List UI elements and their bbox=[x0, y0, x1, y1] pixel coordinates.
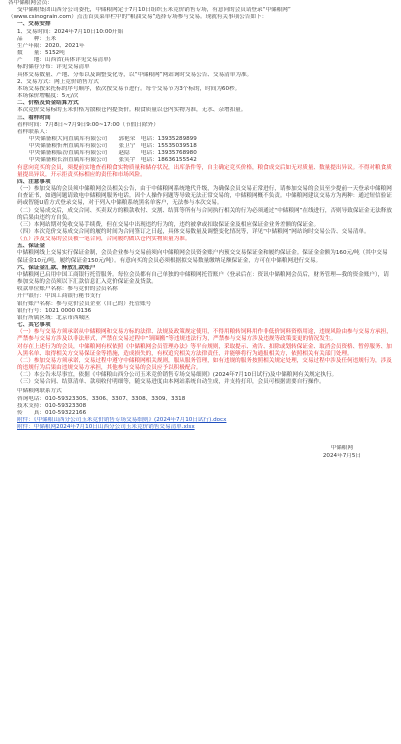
details-note: 具体交易数量、产地、分布以及调整变化等，以“中储粮网”网站询时交易公告、交易清单为准。 bbox=[17, 71, 253, 78]
other-item-4: （三）交易合同、结算清单、款项收付明细等，随交易进度由本网站系统自动生成，并支持打印，会员可根据需要自行操作。 bbox=[17, 379, 325, 386]
contact-row-changzhi: 中央储备粮长治直属库有限公司 张笑宇 电话：18636155542 bbox=[29, 157, 197, 164]
intro-line-1: 受中储粮集团山西分公司委托，中储粮网定于7月10日组织玉米竞价销售专场，有意向的会员请登录“中储粮网” bbox=[17, 7, 291, 14]
trade-method: 2、交易方式：网上竞价销售方式 bbox=[17, 78, 99, 85]
bank-name: 开户银行：中国工商银行秘书支行 bbox=[17, 293, 101, 300]
contact-row-datong: 中央储备粮大同直属库有限公司 郭艳荣 电话：13935289899 bbox=[29, 135, 197, 142]
viewing-warning: 有意向竞买的会员，须提前实地查看粮食实物质量和储存状况，出库条件等，自主确定竞买价格，粮食成交后如无对质量、数量提出异议。不得对粮食质量提出异议，开示拒责买标相应的责任和市场风险。 bbox=[17, 164, 392, 178]
tech-support-phone: 技术支持：010-59323308 bbox=[17, 402, 87, 409]
variety: 品 种：玉米 bbox=[17, 35, 57, 42]
notice-item-5: （五）涉及交易的会员被一笔合同，合同履约做以仓内实物质量为准。 bbox=[17, 236, 191, 243]
section-7-heading: 七、其它事项 bbox=[17, 322, 51, 329]
other-item-2: （二）参加交易方须承诺，交易过程中遵守中储粮网相关规则，服从服务管理，如有违规的服务按照相关规定处理，交易过程中涉及任何违规行为，涉及的违规行为后果由违规交易方承担，其他参与交易的会员应予以积极配合。 bbox=[17, 357, 392, 371]
other-item-1-penalty: 对存在上述行为的会员，中储粮网有权依照《中储粮网会员管理办法》等平台规则，采取提示、劝告、扣除或划转保证金、取消会员资格、暂停服务、加入黑名单、取得相关方交易保证金等措施，造成损失的，有权追究相关方法律责任，并能够将行为通报相关方，依照相关有关部门处理。 bbox=[17, 343, 392, 357]
contact-row-linfen: 中央储备粮临汾直属库有限公司 赵隐 电话：13935768980 bbox=[29, 150, 197, 157]
payee-name: 收款单位账户名称：参与竞价的会员名称 bbox=[17, 286, 118, 293]
production-year: 生产年限：2020、2021年 bbox=[17, 42, 85, 49]
trade-time: 1、交易时间：2024年7月10日10:00开始 bbox=[17, 28, 124, 35]
deposit-paragraph: 中储粮网线上交易实行保证金制，会员企业参与交易前须向中储粮网会员资金账户内预交交易保证金和履约保证金。保证金金额为160元/吨（其中交易保证金10元/吨，履约保证金150元/吨）。有意向买的会员必须根据拟交易数量缴纳足额保证金，方可在中储粮网进行交易。 bbox=[17, 250, 388, 264]
price-note: 本次竞价交易标的玉米价格为散粮仓内提货价。粮食质量以仓内实物为准，无水、杂增扣量。 bbox=[17, 107, 247, 114]
section-5-heading: 五、保证金 bbox=[17, 243, 45, 250]
notice-item-1: （一）参加交易的会员须中储粮网会员相关公告，由于中储粮网系统地代升级，为确保会员交易正常进行，请参加交易的会员至少提前一天登录中储粮网自查证书，如遇问题请致电中储粮网服务电话。因个人操作问题等导致无法正常交易的，中储粮网概不负责。中储粮网建议交易方为两种：通过短信验证码或智能U盾方式登录交易，对于列入中储粮系统黑名单客户，无法参与本次交易。 bbox=[17, 186, 392, 207]
section-3-heading: 三、看样时间 bbox=[17, 114, 51, 121]
custody-paragraph: 中储粮网已启用中国工商银行托管服务。每位会员都有自己单独的中储粮网托管账户（登录后在：资讯中储粮网会员后，财务管理—我的资金账户），请参加交易的会员须以下汇款信息汇入竞价保证金及货款。 bbox=[17, 271, 389, 286]
other-item-3: （二）本公告未尽事宜，依据《中储粮山西分公司玉米竞价销售专场交易细则》(2024年7月10日试行)及中储粮网有关规定执行。 bbox=[17, 372, 338, 379]
viewing-contacts-label: 看样联系人： bbox=[17, 128, 51, 135]
origin: 产 地：山西省(具体详见交易清单) bbox=[17, 57, 111, 64]
account-name: 银行账户名称：参与竞价会员企业（自己的）托管账号 bbox=[17, 300, 152, 307]
signature-org: 中储粮网 bbox=[330, 445, 353, 452]
signature-date: 2024年7月5日 bbox=[322, 452, 361, 459]
other-item-1: （一）参与交易方须承诺从中储粮网和交易方标的法律、法规及政策规定使用，不得用粮转饲料用作非低价饲料资格用途，违规风险由参与交易方承担，严禁参与交易方涉及以非法形式，严禁在交易过程中“领圈搬”等违规违法行为，严禁参与交易方涉及违规等政策变更的情况发生。 bbox=[17, 329, 392, 343]
intro-line-2: （www.csinograin.com）点击首页菜单栏中的“粮油交易”选择专场参与交易。现就有关事项公告如下： bbox=[8, 14, 268, 21]
section-4-heading: 四、注意事项 bbox=[17, 178, 51, 185]
trade-sequence: 本场交易按采托标的序号顺序，依次按交易节进行。每个交易节为3个标的，时间为60秒。 bbox=[17, 85, 241, 92]
notice-item-3: （三）本网站期对免收交易手续费，但在交易中出现违约行为的，违约被拿或扣取保证金及相应保证金业务差额的保证金。 bbox=[17, 221, 320, 228]
notice-item-2: （二）交易成交后，成交合同、买卖双方的粮款收付、交割、结算等所有与合同执行相关的行为必须通过“中储粮网”在线进行，否则导致保证金无法释放的后果由违约方自负。 bbox=[17, 207, 392, 221]
notice-item-4: （四）本次竞价交易成交合同的履约时间为合同签订之日起，具体交易数量及调整变化情况等，详见“中储粮网”网站询时交易公告、交易清单。 bbox=[17, 229, 370, 235]
attachment-list-link[interactable]: 附件：中储粮网2024年7月10日山西分公司玉米竞价销售交易清单.xlsx bbox=[17, 424, 195, 431]
consult-phone: 咨询电话：010-59323305、3306、3307、3308、3309、3318 bbox=[17, 395, 186, 402]
attachment-rules-link[interactable]: 附件：《中储粮山西分公司玉米竞价销售专场交易细则》(2024年7月10日试行).docx bbox=[17, 417, 227, 424]
viewing-time: 看样时间：7月8日~7月9日9:00~17:00（节假日除外） bbox=[17, 121, 159, 128]
section-2-heading: 二、价格及资金结算方式 bbox=[17, 100, 79, 107]
contact-row-xinzhou: 中央储备粮忻州直属库有限公司 张卫宁 电话：15535039518 bbox=[29, 143, 197, 150]
quantity: 数 量：5152吨 bbox=[17, 50, 65, 57]
storage-distribution: 标的储存分布：详见交易清单 bbox=[17, 64, 90, 71]
bank-code: 银行行号：1021 0000 0136 bbox=[17, 307, 92, 314]
bid-increment: 本场保价增幅度：5元/次 bbox=[17, 93, 79, 100]
fax: 传 真：010-59322166 bbox=[17, 409, 87, 416]
contact-heading: 中储粮网联系方式 bbox=[17, 388, 62, 395]
section-6-heading: 六、保证金汇款、释放汇款账户 bbox=[17, 264, 96, 271]
salutation: 各中储粮网会员： bbox=[8, 0, 53, 6]
section-1-heading: 一、交易安排 bbox=[17, 21, 51, 28]
bank-region: 银行所属区域：北京市西城区 bbox=[17, 314, 90, 321]
